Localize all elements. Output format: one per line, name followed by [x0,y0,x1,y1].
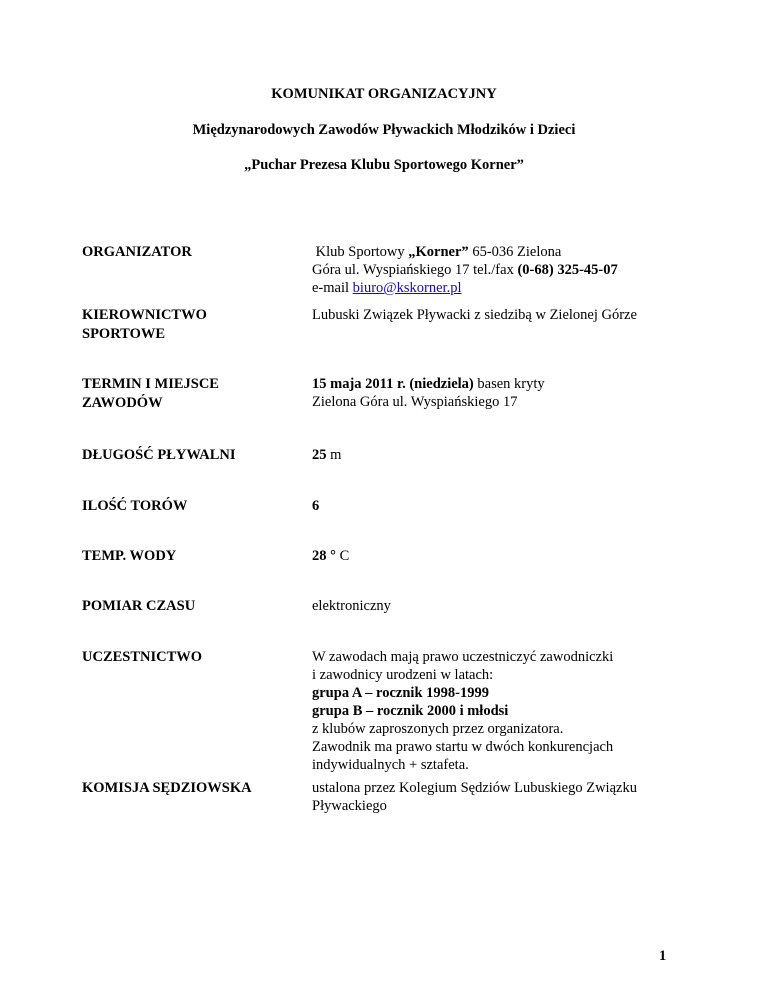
kierownictwo-label-line-1: KIEROWNICTWO [82,307,207,323]
page-number: 1 [659,948,667,964]
organizator-phone: (0-68) 325-45-07 [517,262,618,278]
kierownictwo-value: Lubuski Związek Pływacki z siedzibą w Zielonej Górze [312,307,637,323]
email-link[interactable]: biuro@kskorner.pl [352,280,462,296]
organizator-label: ORGANIZATOR [82,244,192,260]
dlugosc-number: 25 [312,447,327,463]
temp-value [312,547,712,565]
kierownictwo-label [82,306,292,344]
organizator-line-1 [312,243,712,261]
uczestnictwo-line-1: W zawodach mają prawo uczestniczyć zawodniczki [312,649,614,665]
pomiar-value: elektroniczny [312,598,391,614]
termin-label-line-1: TERMIN I MIEJSCE [82,376,219,392]
uczestnictwo-line-6: Zawodnik ma prawo startu w dwóch konkurencjach [312,739,614,755]
uczestnictwo-line-7: indywidualnych + sztafeta. [312,757,469,773]
komisja-value [312,779,712,815]
termin-line-1 [312,375,712,393]
organizator-address: Góra ul. Wyspiańskiego 17 tel./fax [312,262,518,278]
temp-label: TEMP. WODY [82,548,177,564]
uczestnictwo-group-b: grupa B – rocznik 2000 i młodsi [312,703,509,719]
uczestnictwo-line-5: z klubów zaproszonych przez organizatora. [312,721,564,737]
termin-venue-type: basen kryty [473,376,545,392]
document-title: KOMUNIKAT ORGANIZACYJNY [271,86,497,102]
dlugosc-value [312,446,712,464]
organizator-club-name: „Korner” [408,244,469,260]
uczestnictwo-value [312,648,712,774]
temp-unit: C [335,548,350,564]
organizator-value [312,243,712,297]
organizator-club: Klub Sportowy [315,244,409,260]
document-subtitle: Międzynarodowych Zawodów Pływackich Młodzików i Dzieci [192,122,576,138]
pomiar-label: POMIAR CZASU [82,598,196,614]
temp-number: 28 ° [312,548,336,564]
dlugosc-unit: m [326,447,342,463]
organizator-line-2 [312,261,712,279]
organizator-postcode: 65-036 Zielona [468,244,562,260]
ilosc-value: 6 [312,498,320,514]
termin-label-line-2: ZAWODÓW [82,395,163,411]
termin-value [312,375,712,411]
uczestnictwo-line-2: i zawodnicy urodzeni w latach: [312,667,494,683]
organizator-line-3 [312,279,712,297]
uczestnictwo-label: UCZESTNICTWO [82,649,203,665]
cup-name: „Puchar Prezesa Klubu Sportowego Korner” [244,157,524,173]
komisja-label: KOMISJA SĘDZIOWSKA [82,780,252,796]
dlugosc-label: DŁUGOŚĆ PŁYWALNI [82,447,236,463]
termin-date: 15 maja 2011 r. (niedziela) [312,376,474,392]
termin-address: Zielona Góra ul. Wyspiańskiego 17 [312,394,518,410]
komisja-line-1: ustalona przez Kolegium Sędziów Lubuskiego Związku [312,780,637,796]
uczestnictwo-group-a: grupa A – rocznik 1998-1999 [312,685,489,701]
komisja-line-2: Pływackiego [312,798,387,814]
organizator-email-label: e-mail [312,280,353,296]
kierownictwo-label-line-2: SPORTOWE [82,326,166,342]
termin-label [82,375,292,413]
ilosc-label: ILOŚĆ TORÓW [82,498,188,514]
